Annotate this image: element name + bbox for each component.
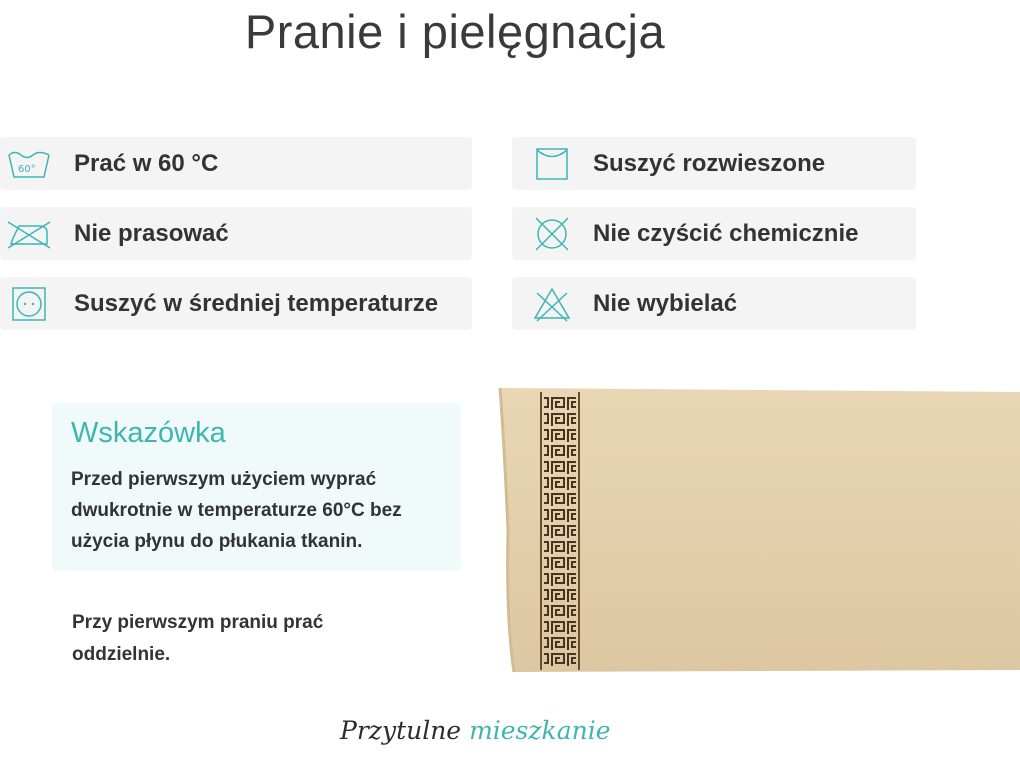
page-title: Pranie i pielęgnacja — [244, 5, 666, 58]
care-item-tumble-dry — [0, 277, 472, 330]
tip-text: Przed pierwszym użyciem wyprać dwukrotnie w temperaturze 60°C bez użycia płynu do płukania tkanin. — [71, 469, 402, 552]
care-item-iron — [0, 207, 472, 260]
brand-part2: mieszkanie — [469, 716, 611, 745]
tumble-dry-medium-icon — [0, 277, 58, 330]
svg-text:60°: 60° — [18, 163, 36, 175]
care-item-label: Nie czyścić chemicznie — [593, 219, 859, 247]
line-dry-icon — [512, 137, 592, 190]
care-item-label: Prać w 60 °C — [74, 149, 219, 177]
care-item-label: Nie prasować — [74, 219, 229, 247]
wash-60-icon — [0, 137, 58, 190]
care-item-label: Suszyć w średniej temperaturze — [74, 289, 439, 317]
note-text: Przy pierwszym praniu prać oddzielnie. — [72, 612, 324, 665]
care-item-bleach — [512, 277, 916, 330]
care-item-label: Nie wybielać — [593, 289, 738, 317]
tip-title: Wskazówka — [71, 417, 226, 449]
no-iron-icon — [0, 207, 58, 260]
brand-part1: Przytulne — [340, 716, 462, 745]
care-item-label: Suszyć rozwieszone — [593, 149, 826, 177]
no-bleach-icon — [512, 277, 592, 330]
no-dry-clean-icon — [512, 207, 592, 260]
care-item-wash — [0, 137, 472, 190]
towel-image — [486, 380, 1020, 680]
tip-box — [52, 403, 461, 571]
care-item-line-dry — [512, 137, 916, 190]
brand-logo — [340, 716, 611, 745]
care-item-dry-clean — [512, 207, 916, 260]
